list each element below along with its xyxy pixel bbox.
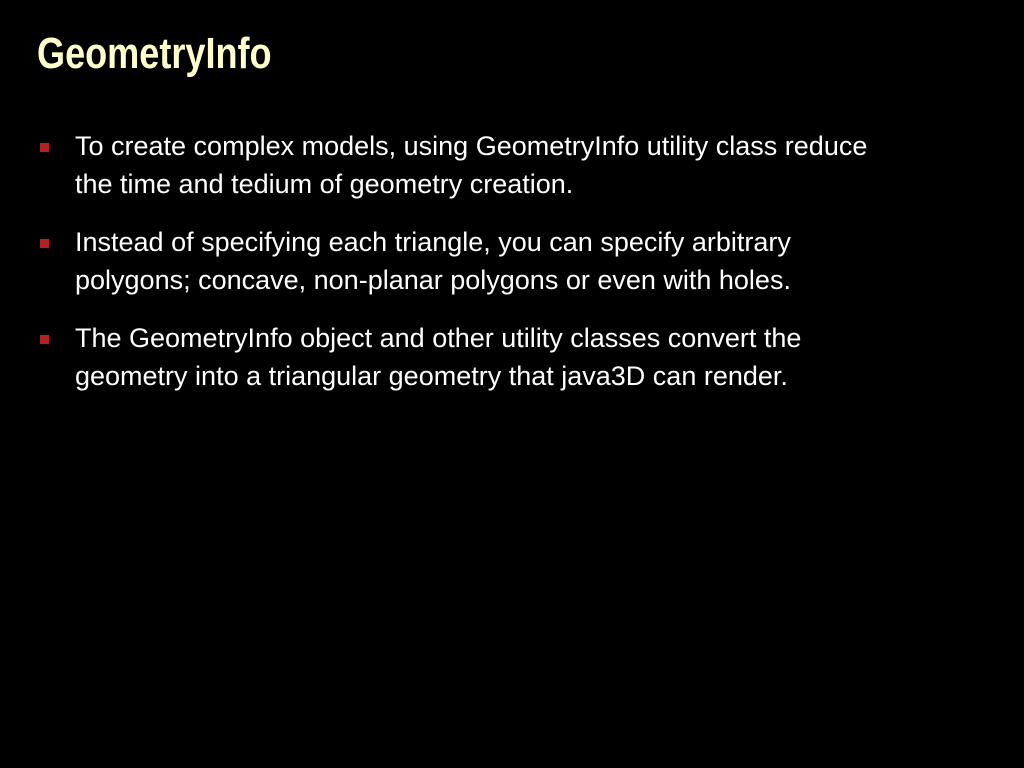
bullet-list [36, 127, 896, 415]
bullet-text: The GeometryInfo object and other utility classes convert the geometry into a triangular geometry that java3D can render. [75, 323, 802, 391]
square-bullet-icon [40, 239, 49, 248]
bullet-item [36, 223, 896, 299]
bullet-text: To create complex models, using GeometryInfo utility class reduce the time and tedium of geometry creation. [75, 131, 868, 199]
square-bullet-icon [40, 335, 49, 344]
bullet-item [36, 319, 896, 395]
bullet-item [36, 127, 896, 203]
bullet-text: Instead of specifying each triangle, you can specify arbitrary polygons; concave, non-planar polygons or even with holes. [75, 227, 791, 295]
square-bullet-icon [40, 143, 49, 152]
slide-title: GeometryInfo [37, 29, 272, 78]
